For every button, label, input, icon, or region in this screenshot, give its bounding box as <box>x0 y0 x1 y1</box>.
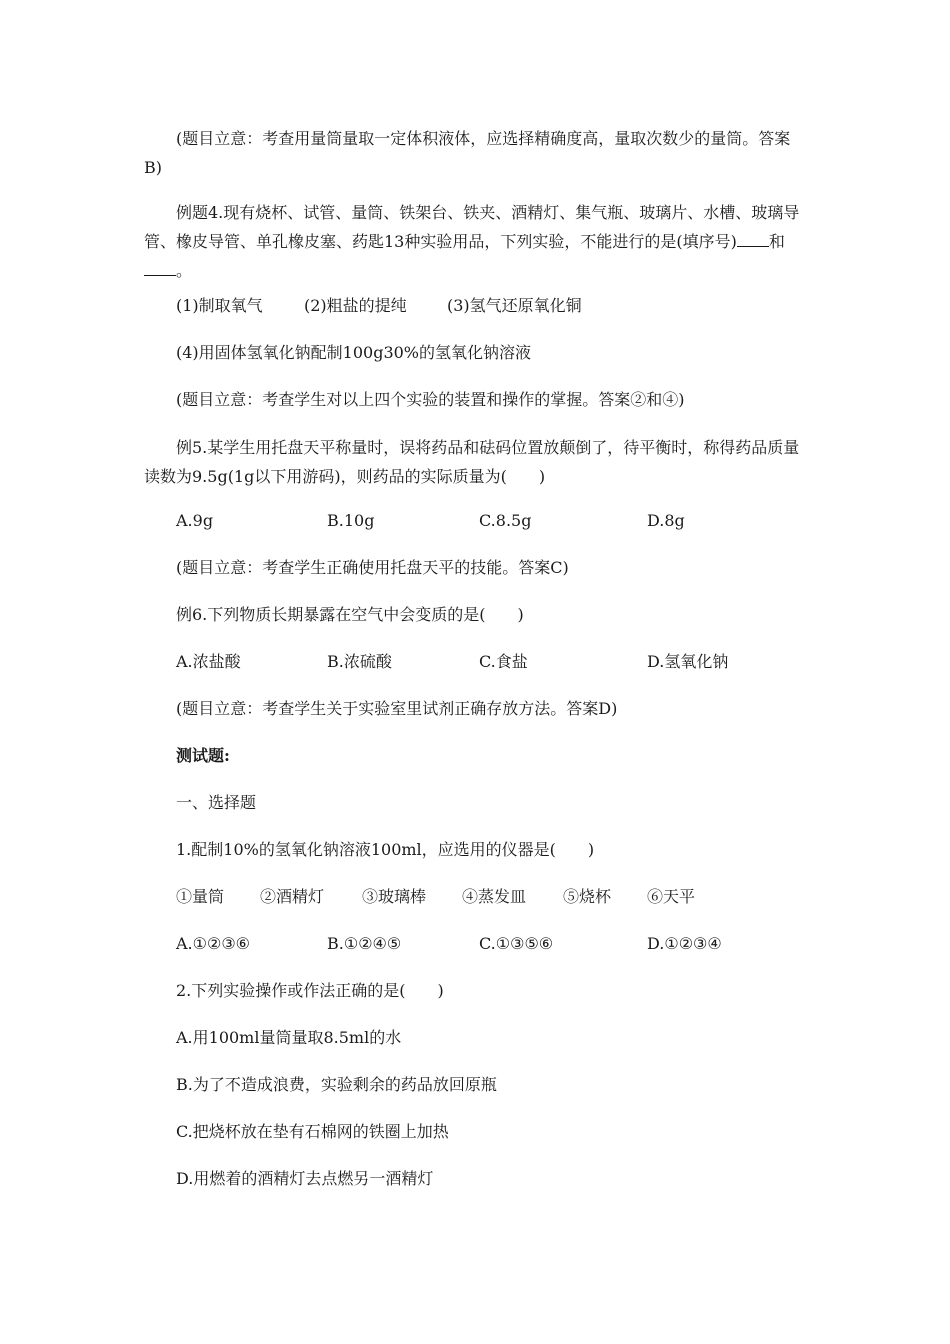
question1-instrument-5: ⑤烧杯 <box>563 887 612 906</box>
example4-item-4: (4)用固体氢氧化钠配制100g30%的氢氧化钠溶液 <box>176 343 532 362</box>
example5-option-b: B.10g <box>327 511 375 530</box>
question2-stem: 2.下列实验操作或作法正确的是( ) <box>176 981 444 1000</box>
section-heading: 一、选择题 <box>176 793 257 812</box>
question2-option-c: C.把烧杯放在垫有石棉网的铁圈上加热 <box>176 1122 449 1141</box>
example4-item-1: (1)制取氧气 <box>176 296 263 315</box>
question1-instrument-3: ③玻璃棒 <box>362 887 427 906</box>
example5-answer-note: (题目立意：考查学生正确使用托盘天平的技能。答案C) <box>176 558 569 577</box>
question2-option-a: A.用100ml量筒量取8.5ml的水 <box>176 1028 402 1047</box>
example5-option-d: D.8g <box>647 511 685 530</box>
example4-stem: 例题4.现有烧杯、试管、量筒、铁架台、铁夹、酒精灯、集气瓶、玻璃片、水槽、玻璃导管、橡皮导管、单孔橡皮塞、药匙13种实验用品，下列实验，不能进行的是(填序号) <box>144 203 800 251</box>
question1-option-b: B.①②④⑤ <box>327 934 402 953</box>
question1-option-a: A.①②③⑥ <box>176 934 251 953</box>
question1-instrument-1: ①量筒 <box>176 887 225 906</box>
question1-stem: 1.配制10%的氢氧化钠溶液100ml，应选用的仪器是( ) <box>176 840 595 859</box>
example6-option-c: C.食盐 <box>479 652 528 671</box>
question1-instrument-2: ②酒精灯 <box>260 887 325 906</box>
example3-answer-note: (题目立意：考查用量筒量取一定体积液体，应选择精确度高，量取次数少的量筒。答案B) <box>144 129 791 177</box>
example6-question: 例6.下列物质长期暴露在空气中会变质的是( ) <box>176 605 524 624</box>
example4-answer-note: (题目立意：考查学生对以上四个实验的装置和操作的掌握。答案②和④) <box>176 390 685 409</box>
example4-item-3: (3)氢气还原氧化铜 <box>447 296 582 315</box>
test-heading: 测试题: <box>176 746 230 765</box>
question1-option-c: C.①③⑤⑥ <box>479 934 554 953</box>
sentence-end: 。 <box>176 261 193 280</box>
example4-question <box>144 198 806 285</box>
answer-blank-2[interactable] <box>144 261 176 276</box>
example6-option-a: A.浓盐酸 <box>176 652 241 671</box>
example5-option-a: A.9g <box>176 511 214 530</box>
question2-option-d: D.用燃着的酒精灯去点燃另一酒精灯 <box>176 1169 434 1188</box>
question1-instrument-4: ④蒸发皿 <box>462 887 527 906</box>
example6-answer-note: (题目立意：考查学生关于实验室里试剂正确存放方法。答案D) <box>176 699 618 718</box>
question1-option-d: D.①②③④ <box>647 934 722 953</box>
example6-option-d: D.氢氧化钠 <box>647 652 729 671</box>
blank-connector: 和 <box>768 232 785 251</box>
example5-option-c: C.8.5g <box>479 511 532 530</box>
example4-item-2: (2)粗盐的提纯 <box>304 296 407 315</box>
question2-option-b: B.为了不造成浪费，实验剩余的药品放回原瓶 <box>176 1075 497 1094</box>
example6-option-b: B.浓硫酸 <box>327 652 392 671</box>
question1-instrument-6: ⑥天平 <box>647 887 696 906</box>
answer-blank-1[interactable] <box>737 232 769 247</box>
example5-question: 例5.某学生用托盘天平称量时，误将药品和砝码位置放颠倒了，待平衡时，称得药品质量读数为9.5g(1g以下用游码)，则药品的实际质量为( ) <box>144 438 800 486</box>
